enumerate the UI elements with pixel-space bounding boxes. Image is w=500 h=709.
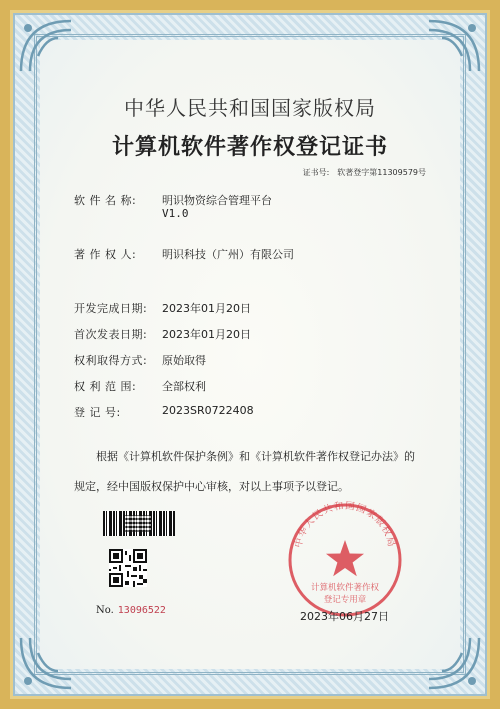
field-value: 2023年01月20日 — [162, 302, 251, 315]
corner-ornament-icon — [16, 633, 76, 693]
qr-code — [109, 549, 147, 587]
basis-line-2: 规定，经中国版权保护中心审核，对以上事项予以登记。 — [74, 480, 349, 493]
field-completion-date — [74, 300, 251, 316]
field-label: 首次发表日期: — [74, 328, 148, 341]
certificate-number-value: 软著登字第11309579号 — [337, 168, 426, 177]
seal-line-2: 登记专用章 — [323, 595, 367, 605]
field-value: 全部权利 — [162, 380, 206, 393]
field-value: 2023SR0722408 — [162, 404, 254, 417]
field-value: 明识科技（广州）有限公司 — [162, 248, 294, 261]
field-registration-number — [74, 404, 254, 420]
field-acquisition-method — [74, 352, 206, 368]
certificate-number-label: 证书号: — [302, 168, 330, 177]
field-label: 软 件 名 称: — [74, 194, 137, 207]
certificate-number — [303, 167, 434, 178]
field-label: 开发完成日期: — [74, 302, 148, 315]
issuer-name: 中华人民共和国国家版权局 — [124, 96, 376, 120]
certificate-title: 计算机软件著作权登记证书 — [111, 135, 388, 160]
corner-ornament-icon — [16, 16, 76, 76]
field-publication-date — [74, 326, 251, 342]
field-label: 著 作 权 人: — [74, 248, 137, 261]
field-label: 权 利 范 围: — [74, 380, 137, 393]
serial-value: 13096522 — [117, 605, 166, 616]
field-software-name — [74, 192, 272, 208]
field-value: 原始取得 — [162, 354, 206, 367]
serial-number — [96, 605, 166, 616]
basis-line-1: 根据《计算机软件保护条例》和《计算机软件著作权登记办法》的 — [96, 450, 415, 463]
issue-date: 2023年06月27日 — [300, 610, 389, 623]
software-version: V1.0 — [162, 207, 189, 220]
corner-ornament-icon — [424, 633, 484, 693]
field-value: 2023年01月20日 — [162, 328, 251, 341]
field-label: 登 记 号: — [74, 406, 121, 419]
field-label: 权利取得方式: — [74, 354, 148, 367]
seal-line-1: 计算机软件著作权 — [310, 583, 380, 593]
field-rights-scope — [74, 378, 206, 394]
seal-star-icon — [326, 540, 364, 576]
registration-basis — [74, 442, 434, 502]
field-value: 明识物资综合管理平台 — [162, 194, 272, 207]
barcode — [103, 511, 175, 536]
official-seal — [285, 500, 405, 620]
serial-prefix: No. — [96, 605, 114, 616]
seal-ring-text: 中华人民共和国国家版权局 — [293, 500, 397, 549]
field-copyright-owner — [74, 246, 294, 262]
corner-ornament-icon — [424, 16, 484, 76]
